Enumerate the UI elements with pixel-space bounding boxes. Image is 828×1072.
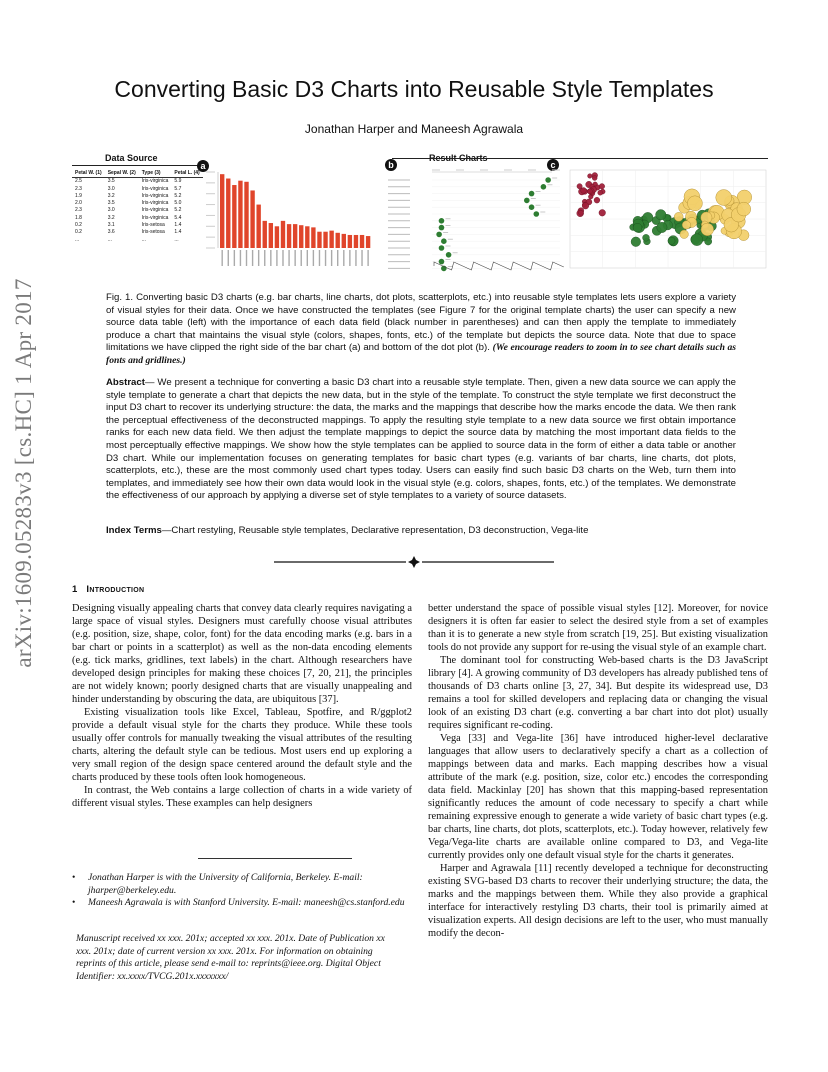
bar: [360, 235, 364, 248]
dot-point: [439, 245, 445, 251]
bar: [323, 232, 327, 248]
table-cell: ...: [174, 236, 179, 243]
footnote-1: • Jonathan Harper is with the University of California, Berkeley. E-mail: jharper@berkeley.edu.: [72, 872, 363, 896]
bar: [220, 174, 224, 248]
panel-label: b: [388, 160, 394, 170]
table-header: Type (3): [139, 170, 172, 178]
table-cell: 3.1: [107, 222, 115, 229]
section-separator: [274, 556, 554, 568]
table-cell: 5.4: [174, 214, 182, 221]
table-cell: 5.7: [174, 185, 182, 192]
dot-point: [541, 184, 547, 190]
table-cell: 5.0: [174, 200, 182, 207]
table-cell: ...: [75, 236, 80, 243]
bar: [269, 223, 273, 248]
bar: [275, 226, 279, 248]
table-cell: 2.3: [75, 207, 82, 214]
scatter-point: [687, 196, 702, 211]
table-cell: 3.2: [107, 192, 115, 199]
left-column: [72, 602, 412, 810]
table-header: Petal L. (4): [171, 170, 202, 178]
table-cell: ...: [107, 236, 112, 243]
scatter-point: [643, 234, 650, 241]
table-cell: 3.2: [107, 214, 115, 221]
scatter-point: [691, 234, 703, 246]
section-title: Introduction: [86, 584, 145, 595]
dot-point: [529, 191, 535, 197]
scatter-point: [668, 237, 675, 244]
footnote-rule: [198, 858, 352, 859]
scatter-point: [587, 189, 592, 194]
dot-point: [545, 177, 551, 183]
caption-text: Converting basic D3 charts (e.g. bar charts, line charts, dot plots, scatterplots, etc.) into reusable style templates lets users explore a variety of visual styles for their data. Once we have constructed the templates (see Figure 7 for the original template charts) the user can specify a new source data table (left) with the importance of each data field (black number in parentheses) and can then apply the template to immediately produce a chart that maintains the visual style (colors, shapes, fonts, etc.) of the template but depicts the source data. Note that due to space limitations we have clipped the right side of the bar chart (a) and bottom of the dot plot (b).: [106, 292, 736, 354]
table-header: Petal W. (1): [72, 170, 105, 178]
paper-title: Converting Basic D3 Charts into Reusable Style Templates: [114, 76, 714, 102]
table-cell: ...: [141, 236, 146, 243]
bar: [354, 235, 358, 248]
manuscript-note: Manuscript received xx xxx. 201x; accepted xx xxx. 201x. Date of Publication xx xxx. 201x; date of current version xx xxx. 201x. For information on obtaining reprints of this article, please send e-mail to: reprints@ieee.org. Digital Object Identifier: xx.xxxx/TVCG.201x.xxxxxxx/: [76, 933, 385, 982]
left-paragraph-1: Designing visually appealing charts that convey data clearly requires navigating a large space of visual styles. Designers must carefully choose visual attributes (e.g. position, size, shape, color, font) for the data encoding marks (e.g. bars in a bar chart or points in a scatterplot) as well as the non-data encoding elements (e.g. tick marks, gridlines, text labels) in the chart. Although researchers have developed design principles for making these choices [7, 20, 21], the principles are not widely known; poorly designed charts that are visually unappealing and hinder understanding by obscuring the data, are ubiquitous [37].: [72, 603, 412, 705]
index-terms-label: Index Terms: [106, 525, 162, 536]
panel-label: c: [550, 160, 556, 170]
index-terms-text: —Chart restyling, Reusable style templates, Declarative representation, D3 deconstruction, Vega-lite: [161, 525, 589, 536]
dot-point: [439, 225, 445, 231]
table-cell: 1.4: [174, 222, 182, 229]
table-cell: 0.2: [75, 222, 82, 229]
right-paragraph-4: Harper and Agrawala [11] recently developed a technique for deconstructing existing SVG-based D3 charts to recover their underlying structure; the data, the marks and the mappings between them. While they also provide a graphical interface for interactively restyling D3 charts, their tool is primarily aimed at visualization experts. All design decisions are left to the user, who must manually modify the decon-: [428, 863, 768, 939]
scatter-point: [633, 223, 642, 232]
scatter-point: [577, 184, 582, 189]
figure-charts-svg: [72, 150, 768, 278]
dot-point: [441, 238, 447, 244]
section-heading: [72, 584, 144, 595]
scatter-point: [631, 237, 641, 247]
table-cell: 5.2: [174, 207, 182, 214]
bullet-icon: •: [72, 872, 76, 883]
bar: [348, 235, 352, 248]
section-number: 1: [72, 584, 78, 595]
right-paragraph-1: better understand the space of possible visual styles [12]. Moreover, for novice designers it is often far easier to select the desired style from a set of examples than it is to generate a new style from scratch [19, 25]. But existing visualization tools do not provide any support for re-using the visual style of an example chart.: [428, 603, 768, 653]
arxiv-sidebar-identifier: arXiv:1609.05283v3 [cs.HC] 1 Apr 2017: [11, 278, 36, 668]
table-header: Sepal W. (2): [105, 170, 139, 178]
bar: [250, 190, 254, 248]
figure-caption: [106, 292, 736, 368]
table-cell: Iris-virginica: [141, 207, 169, 214]
bar: [287, 224, 291, 248]
table-cell: Iris-setosa: [141, 229, 165, 236]
bar: [366, 236, 370, 248]
table-cell: 3.5: [107, 178, 115, 185]
bar: [317, 232, 321, 248]
table-cell: 3.6: [107, 229, 115, 236]
bar: [226, 179, 230, 248]
table-cell: Iris-virginica: [141, 185, 169, 192]
bar: [336, 233, 340, 248]
dot-plot-clipped-edge: [434, 262, 564, 270]
table-cell: 3.0: [107, 185, 115, 192]
left-paragraph-3: In contrast, the Web contains a large collection of charts in a wide variety of different visual styles. These examples can help designers: [72, 785, 412, 809]
caption-label: Fig. 1.: [106, 292, 134, 303]
result-charts-heading: Result Charts: [429, 153, 488, 163]
scatter-point: [598, 190, 603, 195]
bar: [263, 221, 267, 248]
table-cell: 2.3: [75, 185, 82, 192]
scatter-point: [594, 197, 600, 203]
footnotes: [72, 872, 412, 910]
bar: [342, 234, 346, 248]
bar: [256, 205, 260, 248]
dot-point: [446, 252, 452, 258]
abstract-text: — We present a technique for converting a basic D3 chart into a reusable style template. Then, given a new data source we can apply the style template to generate a chart that depicts the new data, but in the style of the template. To construct the style template we first deconstruct the input D3 chart to recover its underlying structure: the data, the marks and the mappings that describe how the marks encode the data. We then rank the perceptual effectiveness of the deconstructed mappings. To apply the resulting style template to a new data source we first obtain importance ranks for each new data field. We then adjust the template mappings to depict the source data by matching the most important data fields to the most perceptually effective mappings. We show how the style templates can be applied to source data in the form of either a data table or another D3 chart. While our implementation focuses on generating templates for basic chart types (e.g. variants of bar charts, line charts, dot plots, scatterplots, etc.), these are the most commonly used chart types today. Users can easily find such basic D3 charts on the Web, turn them into templates, and immediately see how their own data would look in the visual style (e.g. colors, shapes, fonts, etc.) of the templates. We demonstrate the effectiveness of our approach by applying a diverse set of style templates to a variety of source datasets.: [106, 377, 736, 502]
figure-1: [72, 150, 768, 278]
panel-label: a: [200, 161, 206, 171]
dot-point: [439, 218, 445, 224]
bar: [244, 182, 248, 248]
index-terms: [106, 525, 736, 538]
table-cell: Iris-virginica: [141, 200, 169, 207]
right-column: [428, 602, 768, 940]
dot-point: [533, 211, 539, 217]
bar: [329, 231, 333, 248]
scatter-point: [588, 174, 593, 179]
left-paragraph-2: Existing visualization tools like Excel, Tableau, Spotfire, and R/ggplot2 provide a default visual style for the charts they produce. While these tools usually offer controls for manually tweaking the visual attributes of the resulting charts, altering the default style can be tedious. Most users end up exploring a very small region of the design space centered around the default style and the charts produced by these tools often look homogeneous.: [72, 707, 412, 783]
table-cell: 5.9: [174, 178, 182, 185]
scatter-point: [656, 210, 666, 220]
data-source-heading: Data Source: [105, 153, 158, 163]
scatter-point: [682, 221, 690, 229]
dot-point: [436, 232, 442, 238]
right-paragraph-2: The dominant tool for constructing Web-based charts is the D3 JavaScript library [4]. A growing community of D3 developers has already published tens of thousands of D3 charts online [3, 27, 34]. But despite its widespread use, D3 remains a tool for skilled developers and replacing data or changing the visual look of an existing D3 chart (e.g. converting a bar chart into dot plot) usually requires significant re-coding.: [428, 655, 768, 731]
table-cell: Iris-virginica: [141, 214, 169, 221]
bar: [232, 185, 236, 248]
dot-point: [524, 198, 530, 204]
scatter-point: [680, 230, 689, 239]
bullet-icon: •: [72, 897, 76, 909]
scatter-point: [657, 222, 667, 232]
dot-point: [529, 204, 535, 210]
table-cell: 1.9: [75, 192, 82, 199]
table-cell: 2.0: [75, 200, 82, 207]
scatter-point: [582, 202, 589, 209]
caption-emphasis: (We encourage readers to zoom in to see chart details such as fonts and gridlines.): [106, 342, 736, 366]
scatter-point: [592, 175, 597, 180]
abstract-label: Abstract: [106, 377, 145, 388]
scatter-point: [599, 184, 605, 190]
table-cell: 1.4: [174, 229, 182, 236]
bar: [311, 227, 315, 248]
diamond-star-icon: [408, 556, 420, 568]
table-cell: 5.2: [174, 192, 182, 199]
bar: [293, 224, 297, 248]
scatter-point: [599, 209, 606, 216]
scatter-point: [701, 223, 714, 236]
table-cell: Iris-setosa: [141, 222, 165, 229]
bar: [281, 221, 285, 248]
abstract: [106, 377, 736, 503]
bar: [305, 226, 309, 248]
bar: [299, 225, 303, 248]
table-cell: 2.5: [75, 178, 82, 185]
bar: [238, 181, 242, 248]
scatter-point: [737, 202, 751, 216]
table-cell: 3.0: [107, 207, 115, 214]
table-cell: 3.5: [107, 200, 115, 207]
footnote-2: • Maneesh Agrawala is with Stanford University. E-mail: maneesh@cs.stanford.edu: [72, 897, 405, 909]
right-paragraph-3: Vega [33] and Vega-lite [36] have introduced higher-level declarative languages that allow users to declaratively specify a chart as a collection of mappings between data and marks. Each mapping describes how a visual attribute of the mark (e.g. position, size, color etc.) encodes the corresponding data field. Mackinlay [20] has shown that this mapping-based representation significantly reduces the amount of code necessary to specify a chart while remaining expressive enough to generate a wide variety of basic chart types (e.g. bar charts, line charts, dot plots, scatterplots, etc.). Today however, relatively few Vega/Vega-lite charts are available online compared to D3, and Vega-lite currently provides only one default visual style for the charts it generates.: [428, 733, 768, 861]
table-cell: 0.2: [75, 229, 82, 236]
scatter-point: [674, 212, 683, 221]
scatter-point: [578, 210, 583, 215]
table-cell: Iris-virginica: [141, 192, 169, 199]
scatter-point: [716, 190, 732, 206]
table-cell: 1.8: [75, 214, 82, 221]
paper-authors: Jonathan Harper and Maneesh Agrawala: [304, 122, 524, 136]
dot-point: [439, 259, 445, 265]
table-cell: Iris-virginica: [141, 178, 169, 185]
scatter-point: [581, 188, 587, 194]
